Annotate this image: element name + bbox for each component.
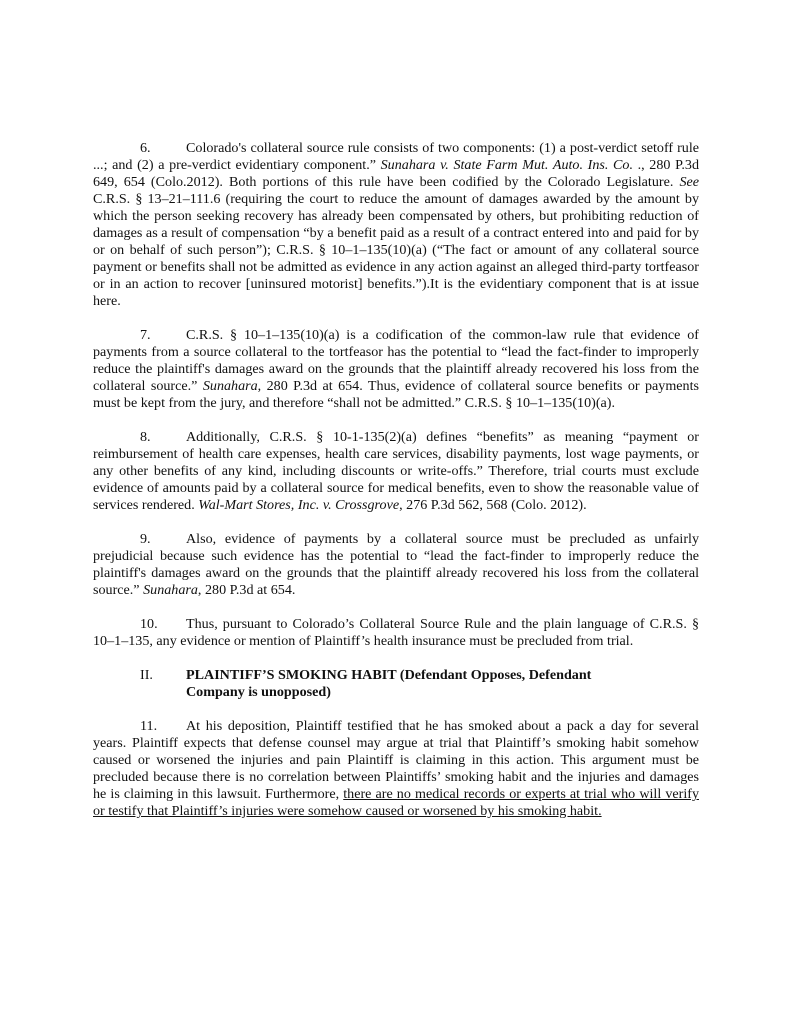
section-title: PLAINTIFF’S SMOKING HABIT (Defendant Opposes, Defendant Company is unopposed): [186, 667, 592, 700]
paragraph-text: , 280 P.3d at 654.: [197, 582, 296, 598]
section-number: II.: [140, 667, 153, 683]
paragraph-10: [93, 616, 699, 650]
paragraph-number: 9.: [140, 531, 151, 547]
paragraph-text: Colorado's collateral source rule consists of two components: (1) a post-verdict setoff rule ...; and (2) a pre-verdict evidentiary component.”: [93, 140, 699, 173]
paragraph-text: , 280 P.3d at 654. Thus, evidence of collateral source benefits or payments must be kept from the jury, and therefore “shall not be admitted.” C.R.S. § 10–1–135(10)(a).: [93, 378, 699, 411]
paragraph-text: C.R.S. § 13–21–111.6 (requiring the court to reduce the amount of damages awarded by the amount by which the person seeking recovery has already been compensated by others, but prohibiting reduction of damages as a result of compensation “by a benefit paid as a result of a contract entered into and paid for by or on behalf of such person”); C.R.S. § 10–1–135(10)(a) (“The fact or amount of any collateral source payment or benefits shall not be admitted as evidence in any action against an alleged third-party tortfeasor or in an action to recover [uninsured motorist] benefits.”).It is the evidentiary component that is at issue here.: [93, 191, 699, 309]
paragraph-7: [93, 327, 699, 412]
paragraph-9: [93, 531, 699, 599]
paragraph-text: Also, evidence of payments by a collateral source must be precluded as unfairly prejudicial because such evidence has the potential to “lead the fact-finder to improperly reduce the plaintiff's damages award on the grounds that the plaintiff already recovered his loss from the collateral source.”: [93, 531, 699, 598]
paragraph-text: At his deposition, Plaintiff testified that he has smoked about a pack a day for several years. Plaintiff expects that defense counsel may argue at trial that Plaintiff’s smoking habit somehow caused or worsened the injuries and pain Plaintiff is claiming in this action. This argument must be precluded because there is no correlation between Plaintiffs’ smoking habit and the injuries and damages he is claiming in this lawsuit. Furthermore,: [93, 718, 699, 802]
paragraph-number: 6.: [140, 140, 151, 156]
paragraph-6: [93, 140, 699, 310]
paragraph-11: [93, 718, 699, 820]
case-citation: Sunahara: [202, 378, 258, 394]
paragraph-8: [93, 429, 699, 514]
case-citation: Sunahara: [143, 582, 198, 598]
section-heading: [93, 667, 699, 701]
paragraph-text: , 276 P.3d 562, 568 (Colo. 2012).: [399, 497, 587, 513]
paragraph-number: 7.: [140, 327, 151, 343]
paragraph-number: 11.: [140, 718, 158, 734]
paragraph-number: 10.: [140, 616, 158, 632]
document-body: [93, 140, 699, 837]
paragraph-text: C.R.S. § 10–1–135(10)(a) is a codification of the common-law rule that evidence of payments from a source collateral to the tortfeasor has the potential to “lead the fact-finder to improperly reduce the plaintiff's damages award on the grounds that the plaintiff already recovered his loss from the collateral source.”: [93, 327, 699, 394]
signal-word: See: [679, 174, 699, 190]
paragraph-number: 8.: [140, 429, 151, 445]
underlined-text: there are no medical records or experts at trial who will verify or testify that Plaintiff’s injuries were somehow caused or worsened by his smoking habit.: [93, 786, 699, 819]
case-citation: Sunahara v. State Farm Mut. Auto. Ins. Co.: [380, 157, 633, 173]
paragraph-text: ., 280 P.3d 649, 654 (Colo.2012). Both portions of this rule have been codified by the Colorado Legislature.: [93, 157, 699, 190]
case-citation: Wal-Mart Stores, Inc. v. Crossgrove: [198, 497, 400, 513]
paragraph-text: Additionally, C.R.S. § 10-1-135(2)(a) defines “benefits” as meaning “payment or reimbursement of health care expenses, health care services, disability payments, lost wage payments, or any other benefits of any kind, including discounts or write-offs.” Therefore, trial courts must exclude evidence of amounts paid by a collateral source for medical benefits, even to show the reasonable value of services rendered.: [93, 429, 699, 513]
paragraph-text: Thus, pursuant to Colorado’s Collateral Source Rule and the plain language of C.R.S. § 10–1–135, any evidence or mention of Plaintiff’s health insurance must be precluded from trial.: [93, 616, 699, 649]
